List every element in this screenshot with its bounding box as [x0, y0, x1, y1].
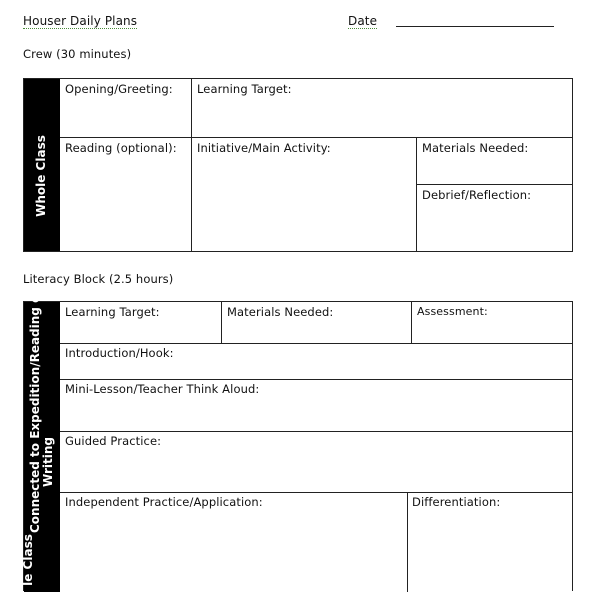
cell-lit-materials[interactable]: Materials Needed: — [227, 305, 334, 319]
crew-col-divider-1 — [191, 79, 192, 251]
lit-col-divider-2 — [411, 302, 412, 343]
crew-row-divider — [60, 137, 572, 138]
literacy-side-label-line2: Writing — [41, 436, 55, 488]
cell-opening-greeting[interactable]: Opening/Greeting: — [65, 82, 173, 96]
crew-col-divider-2 — [416, 137, 417, 251]
lit-row-divider-3 — [60, 431, 572, 432]
date-label-text: Date — [348, 14, 378, 28]
crew-side-label: Whole Class — [34, 135, 48, 217]
crew-materials-divider — [416, 184, 572, 185]
cell-debrief[interactable]: Debrief/Reflection: — [422, 188, 532, 202]
cell-mini-lesson[interactable]: Mini-Lesson/Teacher Think Aloud: — [65, 382, 260, 396]
lit-col-divider-3 — [407, 492, 408, 592]
cell-guided-practice[interactable]: Guided Practice: — [65, 434, 162, 448]
literacy-table — [21, 288, 573, 591]
date-line[interactable] — [396, 26, 554, 27]
cell-independent-practice[interactable]: Independent Practice/Application: — [65, 495, 263, 509]
page-title — [23, 14, 137, 28]
literacy-heading: Literacy Block (2.5 hours) — [23, 272, 174, 286]
cell-intro-hook[interactable]: Introduction/Hook: — [65, 346, 174, 360]
lit-row-divider-2 — [60, 379, 572, 380]
lit-row-divider-4 — [60, 492, 572, 493]
cell-crew-learning-target[interactable]: Learning Target: — [197, 82, 292, 96]
crew-table — [23, 78, 573, 252]
cell-crew-materials[interactable]: Materials Needed: — [422, 141, 529, 155]
crew-heading: Crew (30 minutes) — [23, 47, 132, 61]
cell-initiative[interactable]: Initiative/Main Activity: — [197, 141, 331, 155]
cell-lit-learning-target[interactable]: Learning Target: — [65, 305, 160, 319]
cell-reading[interactable]: Reading (optional): — [65, 141, 177, 155]
literacy-side-label-bottom: le Class — [21, 534, 35, 586]
cell-differentiation[interactable]: Differentiation: — [412, 495, 501, 509]
lit-row-divider-1 — [60, 343, 572, 344]
title-text: Houser Daily Plans — [23, 14, 138, 28]
lit-col-divider-1 — [221, 302, 222, 343]
literacy-side-label-line1: Connected to Expedition/Reading or — [28, 288, 42, 533]
cell-assessment[interactable]: Assessment: — [417, 305, 488, 318]
date-label — [348, 14, 377, 28]
